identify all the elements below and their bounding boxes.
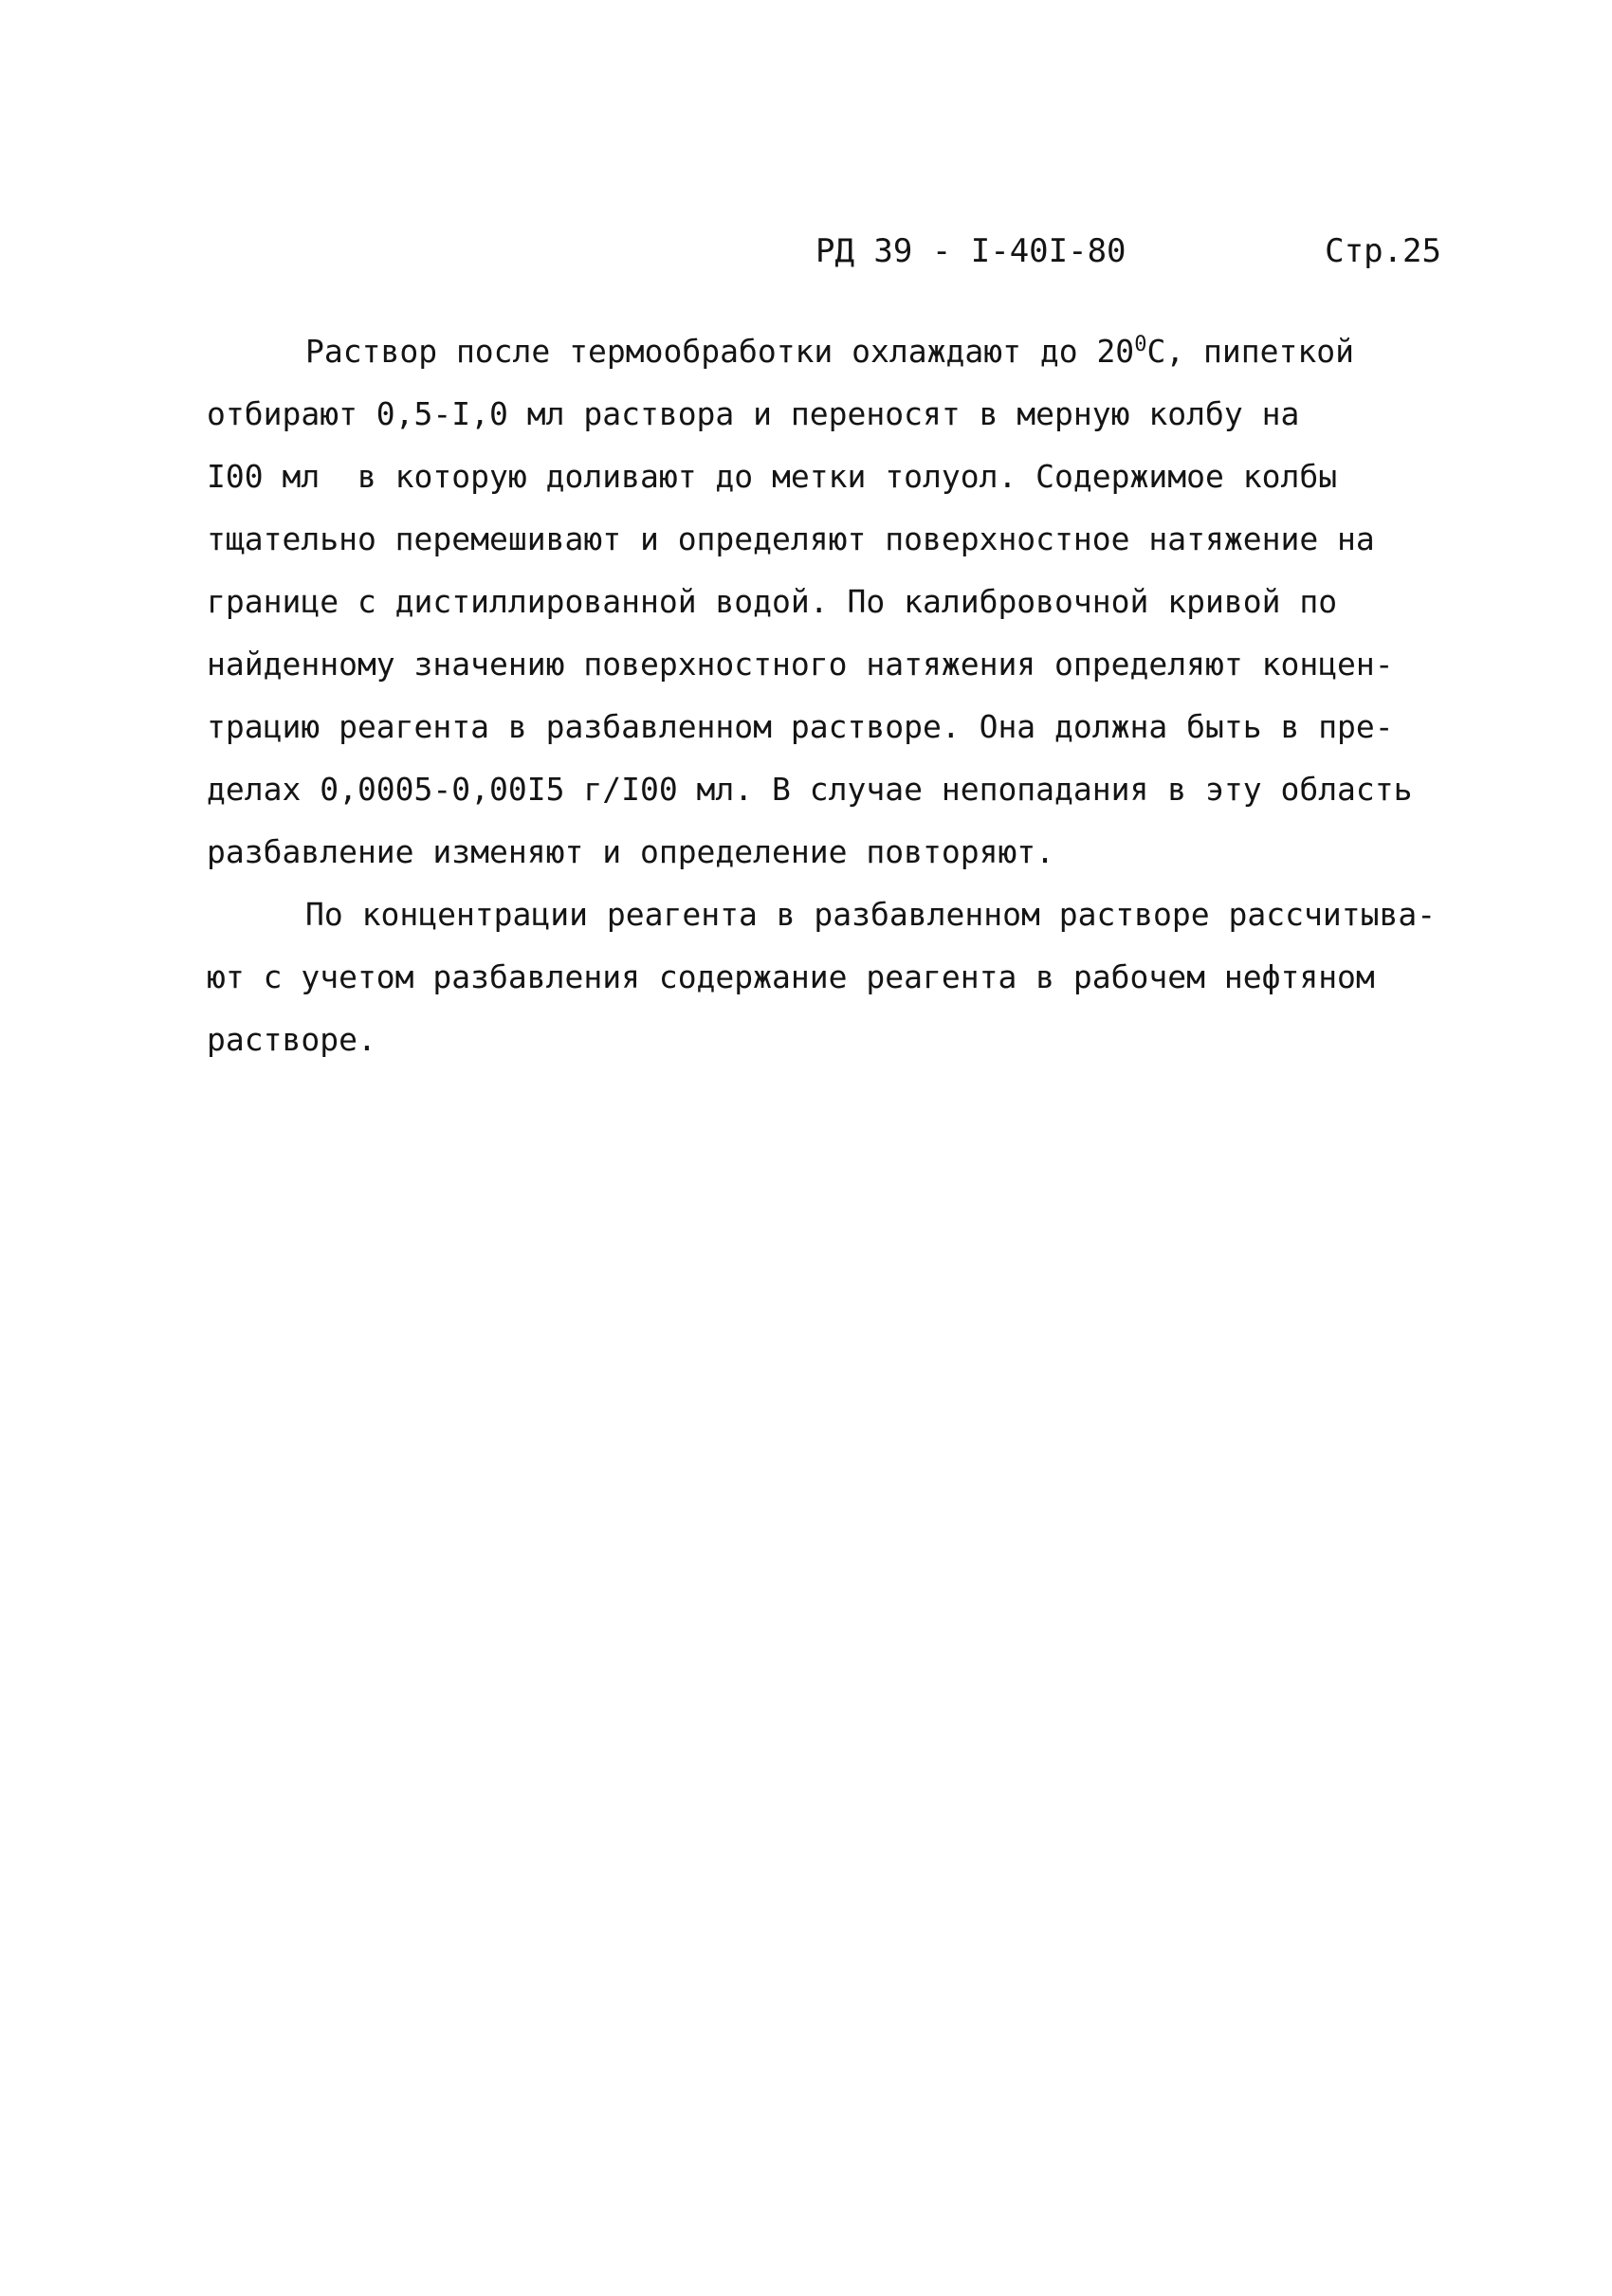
paragraph-1-line-5: границе с дистиллированной водой. По калибровочной кривой по — [207, 583, 1338, 620]
paragraph-2-line-3: растворе. — [207, 1021, 376, 1058]
page-number: Стр.25 — [1325, 232, 1441, 270]
paragraph-2 — [207, 884, 1477, 1071]
paragraph-1-line-8: делах 0,0005-0,00I5 г/I00 мл. В случае непопадания в эту область — [207, 771, 1413, 808]
paragraph-1-line-6: найденному значению поверхностного натяжения определяют концен- — [207, 646, 1394, 683]
paragraph-1-line-7: трацию реагента в разбавленном растворе. Она должна быть в пре- — [207, 708, 1394, 745]
paragraph-1-line-4: тщательно перемешивают и определяют поверхностное натяжение на — [207, 520, 1375, 557]
body-text — [207, 320, 1477, 1071]
paragraph-1-line-3: I00 мл в которую доливают до метки толуол. Содержимое колбы — [207, 458, 1338, 495]
paragraph-2-line-2: ют с учетом разбавления содержание реагента в рабочем нефтяном — [207, 958, 1375, 995]
paragraph-1-line-9: разбавление изменяют и определение повторяют. — [207, 833, 1055, 870]
page-header — [815, 228, 1441, 275]
paragraph-1 — [207, 320, 1477, 884]
paragraph-1-line-2: отбирают 0,5-I,0 мл раствора и переносят в мерную колбу на — [207, 395, 1300, 432]
text-segment: С, пипеткой — [1146, 333, 1354, 370]
text-segment: Раствор после термообработки охлаждают до 20 — [305, 333, 1135, 370]
paragraph-1-line-1 — [207, 320, 1477, 383]
paragraph-2-line-1: По концентрации реагента в разбавленном растворе рассчитыва- — [305, 896, 1437, 933]
degree-superscript: 0 — [1134, 333, 1147, 356]
document-code: РД 39 - I-40I-80 — [815, 232, 1127, 270]
